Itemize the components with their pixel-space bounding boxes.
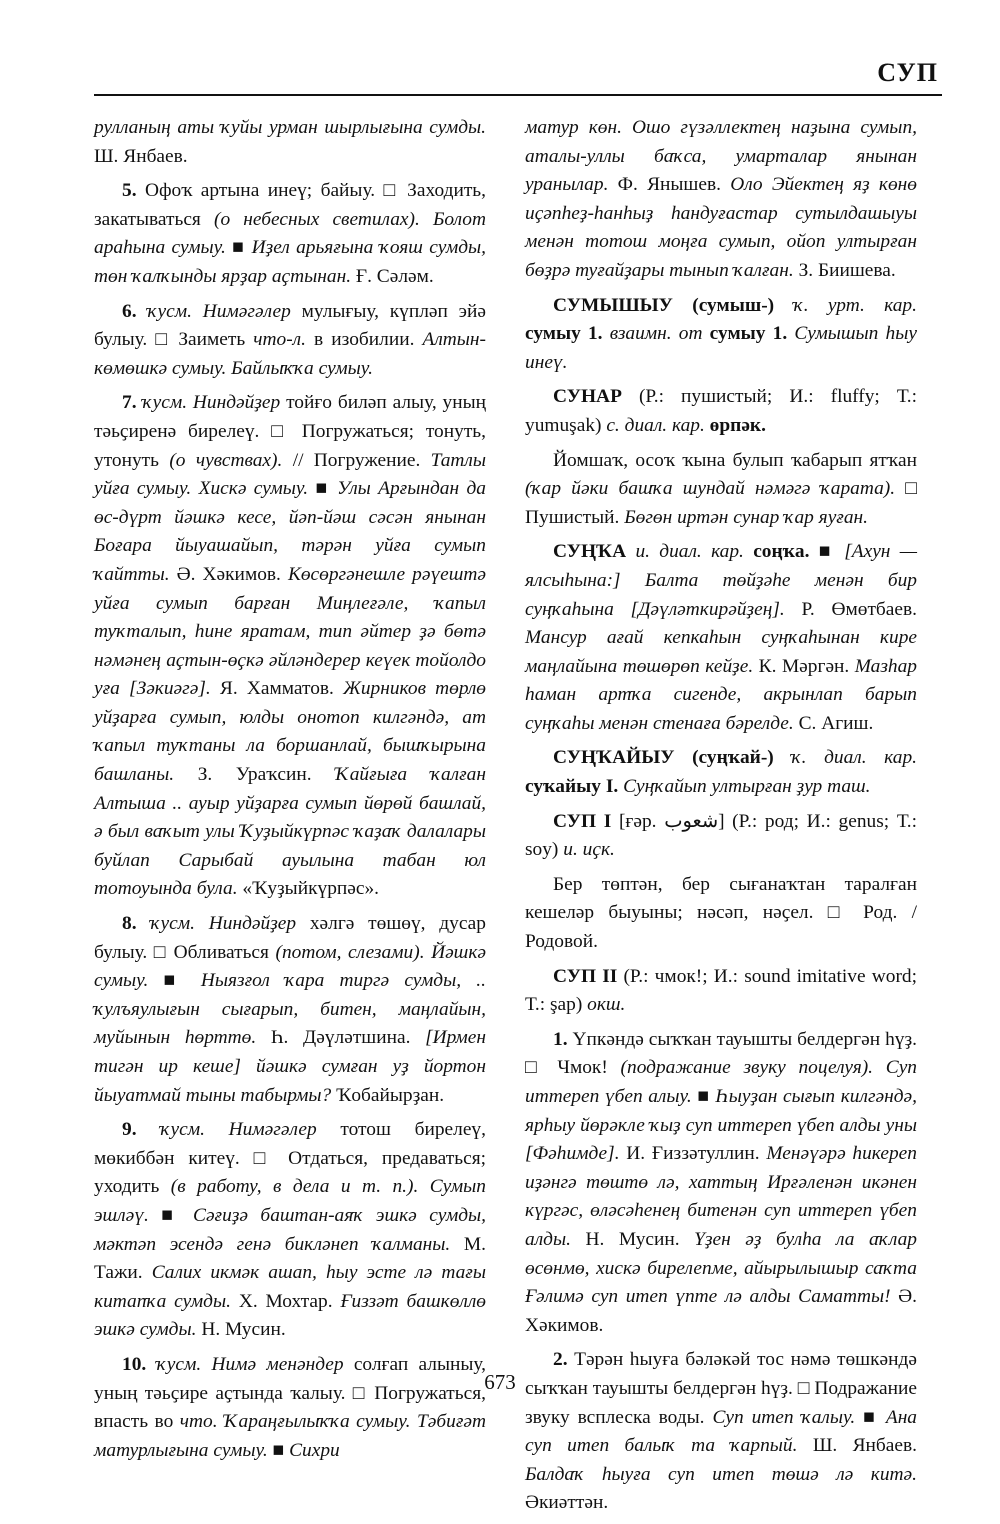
entry-headword-sunar: СУНАР (Р.: пушистый; И.: fluffy; Т.: yumuşak) с. диал. кар. өрпәк. — [525, 386, 917, 436]
entry-paragraph: 7. ҡусм. Ниндәйҙер тойғо биләп алыу, уның тәьҫиренә бирелеү. □ Погружаться; тонуть, утонуть (о чувствах). // Погружение. Татлы уйға сумыу. Хискә сумыу. ■ Улы Арғындан да өс-дүрт йәшкә кесе, йәп-йәш сәсән янынан Боғара йыуашайып, тәрән уйға сумып ҡайтты. Ә. Хәкимов. Көсөргәнешле рәүештә уйға сумып барған Миңлеғәле, ҡапыл туҡталып, һине яратам, тип әйтер ҙә бөтә нәмәнең аҫтын-өҫкә әйләндерер кеүек тойолдо уға [Зәкиәгә]. Я. Хамматов. Жирников төрлө уйҙарға сумып, юлды онотоп килгәндә, ат ҡапыл туҡтаны ла боршанлай, бышҡырына башланы. З. Ураҡсин. Ҡайғыға ҡалған Алтыша .. ауыр уйҙарға сумып йөрөй башлай, ә был ваҡыт улы Ҡуҙыйкүрпәс ҡаҙаҡ далалары буйлап Сарыбай ауылына табан юл тотоуында була. «Ҡуҙыйкүрпәс». — [94, 392, 487, 900]
entry-paragraph: 2. Тәрән һыуға бәләкәй тос нәмә төшкәндә сыҡҡан тауышты белдергән һүҙ. □ Подражание звуку всплеска воды. Суп итеп ҡалыу. ■ Ана суп итеп балыҡ та ҡарпый. Ш. Янбаев. Балдаҡ һыуға суп итеп төшә лә китә. Әкиәттән. — [525, 1349, 918, 1514]
entry-paragraph: Йомшаҡ, осоҡ ҡына булып ҡабарып ятҡан (ҡар йәки башҡа шундай нәмәгә ҡарата). □ Пушистый. Бөгөн иртән сунар ҡар яуған. — [525, 449, 917, 528]
left-column — [94, 114, 486, 1471]
entry-paragraph: рулланың аты ҡуйы урман шырлығына сумды. Ш. Янбаев. — [94, 117, 486, 167]
entry-paragraph: Бер төптән, бер сығанаҡтан таралған кешеләр быуыны; нәсәп, нәҫел. □ Род. / Родовой. — [525, 873, 917, 953]
entry-paragraph: 1. Үпкәндә сыҡҡан тауышты белдергән һүҙ. □ Чмок! (подражание звуку поцелуя). Суп иттереп үбеп алыу. ■ Һыуҙан сығып килгәндә, ярһыу йөрәкле ҡыҙ суп иттереп үбеп алды уны [Фәһимде]. И. Ғиззәтуллин. Менәүәрә һикереп иҙәнгә төштө лә, хаттың Ирғәленән икәнен күргәс, өләсәһенең битенән суп иттереп үбеп алды. Н. Мусин. Үҙен әҙ булһа ла аҡлар өсөнмө, хискә бирелепме, айырылышыр саҡта Ғәлимә суп итеп үпте лә алды Саматты! Ә. Хәкимов. — [525, 1028, 918, 1336]
entry-paragraph: 6. ҡусм. Нимәгәлер мулығыу, күпләп эйә булыу. □ Заиметь что-л. в изобилии. Алтын-көмөшкә сумыу. Байлыҡҡа сумыу. — [94, 300, 486, 379]
entry-paragraph: 9. ҡусм. Нимәгәлер тотош бирелеү, мөкиббән китеү. □ Отдаться, предаваться; уходить (в работу, в дела и т. п.). Сумып эшләү. ■ Сәғиҙә баштан-аяҡ эшкә сумды, мәктәп эсендә генә бикләнеп ҡалманы. М. Тажи. Салих икмәк ашап, һыу эсте лә тағы китапҡа сумды. Х. Мохтар. Ғиззәт башкөллө эшкә сумды. Н. Мусин. — [94, 1119, 487, 1341]
header-rule — [94, 94, 942, 96]
page-number: 673 — [484, 1370, 516, 1394]
entry-paragraph: матур көн. Ошо гүзәллектең наҙына сумып, аталы-уллы баҡса, умарталар янынан уранылар. Ф. Янышев. Оло Эйектең яҙ көнө иҫәпһеҙ-һанһыҙ һандуғастар сутылдашыуы менән тотош моңға сумып, ойоп ултырған бөҙрә туғайҙары тынып ҡалған. З. Биишева. — [525, 117, 918, 281]
entry-paragraph: 5. Офоҡ артына инеү; байыу. □ Заходить, закатываться (о небесных светилах). Болот араһына сумыу. ■ Иҙел арьяғына ҡояш сумды, төн ҡалҡынды ярҙар аҫтынан. Ғ. Сәләм. — [94, 180, 486, 287]
right-column — [525, 114, 917, 1524]
entry-paragraph: 10. ҡусм. Нимә менәндер солғап алыныу, уның тәьҫире аҫтында ҡалыу. □ Погружаться, впасть во что. Ҡараңғылыҡҡа сумыу. Тәбиғәт матурлығына сумыу. ■ Сихри — [94, 1353, 487, 1461]
entry-headword-sup-2: СУП II (Р.: чмок!; И.: sound imitative word; Т.: şap) окш. — [525, 965, 917, 1016]
entry-headword-sumyshyu: СУМЫШЫУ (сумыш-) ҡ. урт. кар. сумыу 1. взаимн. от сумыу 1. Сумышып һыу инеү. — [525, 294, 917, 373]
entry-paragraph: 8. ҡусм. Ниндәйҙер хәлгә төшөү, дусар булыу. □ Обливаться (потом, слезами). Йәшкә сумыу. ■ Ныязғол ҡара тиргә сумды, .. ҡулъяулығын сығарып, битен, маңлайын, муйынын һөрттө. Һ. Дәүләтшина. [Ирмен тигән ир кеше] йәшкә сумған уҙ йортон йыуатмай тыны табырмы? Ҡобайырҙан. — [94, 913, 486, 1106]
entry-headword-sunka: СУҢҠА и. диал. кар. соңҡа. ■ [Ахун — ялсыһына:] Балта төйҙәһе менән бир суңҡаһына [Дәүләткирәйҙең]. Р. Өмөтбаев. Мансур ағай кепкаһын суңҡаһынан кире маңлайына төшөрөп кейҙе. К. Мәргән. Мазһар һаман артҡа сигенде, акрынлап барып суңҡаһы менән стенаға бәрелде. С. Агиш. — [525, 541, 917, 734]
running-head: СУП — [877, 58, 938, 87]
entry-headword-sunkaiyu: СУҢҠАЙЫУ (суңҡай-) ҡ. диал. кар. суҡайыу I. Суңҡайып ултырған ҙур таш. — [525, 747, 917, 798]
entry-headword-sup-1: СУП I [ғәр. شعوب] (Р.: род; И.: genus; Т.: soy) и. иҫк. — [525, 810, 917, 861]
